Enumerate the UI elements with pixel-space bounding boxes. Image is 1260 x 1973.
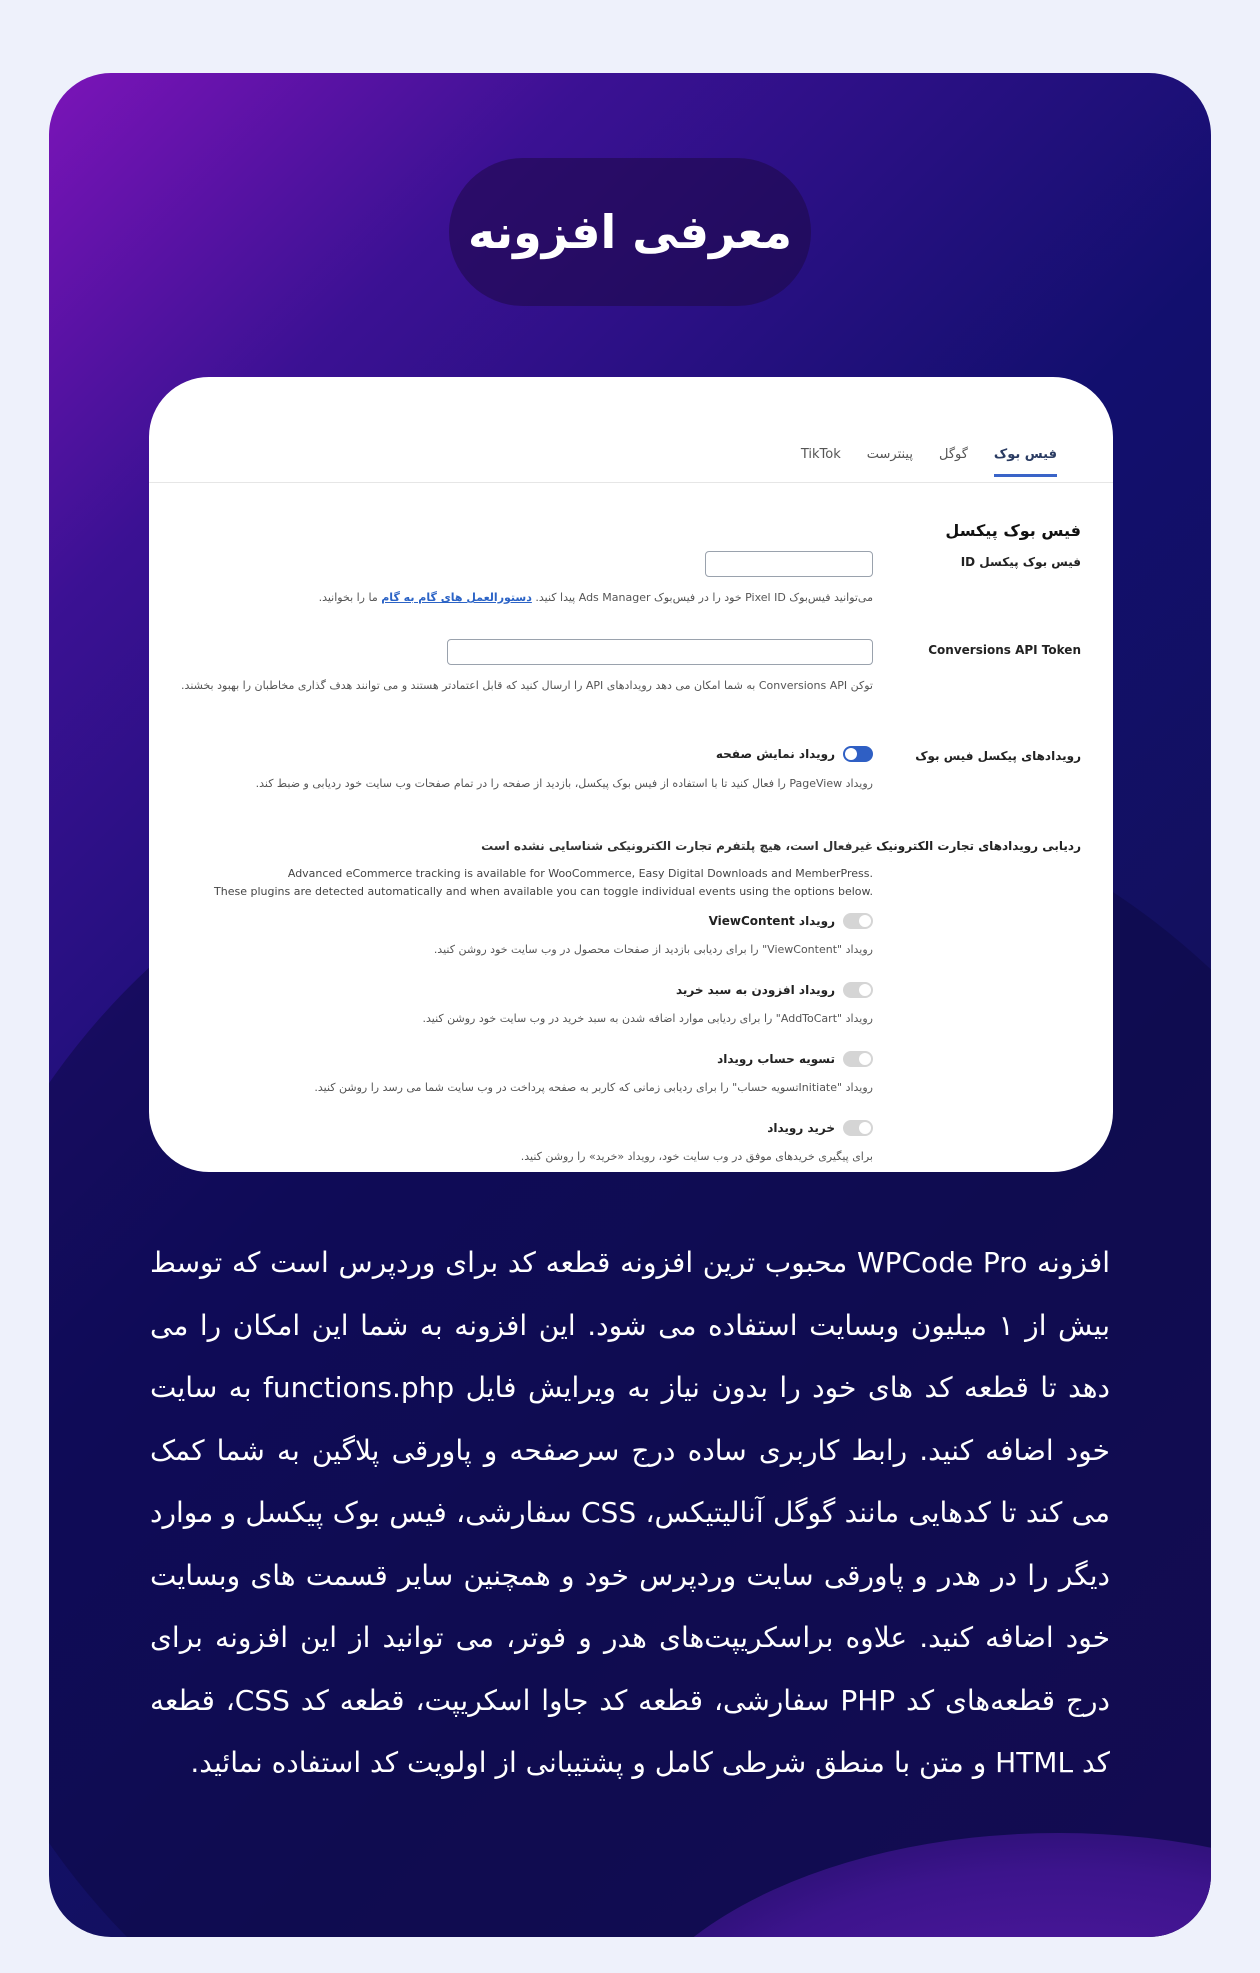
- pageview-help: رویداد PageView را فعال کنید تا با استفاده از فیس بوک پیکسل، بازدید از صفحه را در تمام صفحات وب سایت خود ردیابی و ضبط کند.: [255, 777, 873, 790]
- tab-bar: [801, 447, 1057, 477]
- ecommerce-note-1: Advanced eCommerce tracking is available for WooCommerce, Easy Digital Downloads and MemberPress.: [287, 867, 873, 880]
- title-pill: [449, 158, 811, 306]
- pixel-events-label: رویدادهای پیکسل فیس بوک: [915, 749, 1081, 763]
- event-help: رویداد "Initiateتسویه حساب" را برای ردیابی زمانی که کاربر به صفحه پرداخت در وب سایت شما می رسد را روشن کنید.: [314, 1081, 873, 1094]
- event-row: [709, 913, 873, 929]
- event-row: [717, 1051, 873, 1067]
- instructions-link[interactable]: دستورالعمل های گام به گام: [381, 591, 532, 604]
- capi-token-label: Conversions API Token: [928, 643, 1081, 657]
- addtocart-toggle[interactable]: [843, 982, 873, 998]
- pixel-id-help: [319, 589, 873, 607]
- checkout-toggle[interactable]: [843, 1051, 873, 1067]
- ecommerce-note-2: These plugins are detected automatically and when available you can toggle individual events using the options below.: [214, 885, 873, 898]
- tab-pinterest[interactable]: پینترست: [866, 447, 913, 462]
- event-row: [767, 1120, 873, 1136]
- capi-token-input[interactable]: [447, 639, 873, 665]
- pageview-toggle[interactable]: [843, 746, 873, 762]
- event-label: رویداد ViewContent: [708, 914, 835, 928]
- section-title: فیس بوک پیکسل: [945, 521, 1081, 540]
- event-label: رویداد افزودن به سبد خرید: [675, 983, 835, 997]
- event-help: رویداد "ViewContent" را برای ردیابی بازدید از صفحات محصول در وب سایت خود روشن کنید.: [433, 943, 873, 956]
- pixel-id-label: فیس بوک پیکسل ID: [960, 555, 1081, 569]
- pageview-toggle-label: رویداد نمایش صفحه: [715, 747, 835, 761]
- tab-google[interactable]: گوگل: [938, 447, 968, 462]
- pixel-help-text: می‌توانید فیس‌بوک Pixel ID خود را در فیس‌بوک Ads Manager پیدا کنید.: [535, 591, 873, 604]
- pageview-event-row: [716, 746, 873, 762]
- event-help: رویداد "AddToCart" را برای ردیابی موارد اضافه شدن به سبد خرید در وب سایت خود روشن کنید.: [422, 1012, 873, 1025]
- plugin-description: افزونه WPCode Pro محبوب ترین افزونه قطعه کد برای وردپرس است که توسط بیش از ۱ میلیون وبسایت استفاده می شود. این افزونه به شما این امکان را می دهد تا قطعه کد های خود را بدون نیاز به ویرایش فایل functions.php به سایت خود اضافه کنید. رابط کاربری ساده درج سرصفحه و پاورقی پلاگین به شما کمک می کند تا کدهایی مانند گوگل آنالیتیکس، CSS سفارشی، فیس بوک پیکسل و موارد دیگر را در هدر و پاورقی سایت وردپرس خود و همچنین سایر قسمت های وبسایت خود اضافه کنید. علاوه براسکریپت‌های هدر و فوتر، می توانید از این افزونه برای درج قطعه‌های کد PHP سفارشی، قطعه کد جاوا اسکریپت، قطعه کد CSS، قطعه کد HTML و متن با منطق شرطی کامل و پشتیبانی از اولویت کد استفاده نمائید.: [150, 1246, 1111, 1779]
- purchase-toggle[interactable]: [843, 1120, 873, 1136]
- pixel-id-input[interactable]: [705, 551, 873, 577]
- tab-divider: [149, 482, 1113, 483]
- event-help: برای پیگیری خریدهای موفق در وب سایت خود، رویداد «خرید» را روشن کنید.: [520, 1150, 873, 1163]
- capi-token-help: توکن Conversions API به شما امکان می دهد رویدادهای API را ارسال کنید که قابل اعتمادتر هستند و می توانند هدف گذاری مخاطبان را بهبود بخشند.: [181, 679, 873, 692]
- ecommerce-warning: غیرفعال است، هیچ پلتفرم تجارت الکترونیکی شناسایی نشده است: [481, 839, 873, 853]
- tab-tiktok[interactable]: TikTok: [800, 447, 841, 462]
- tab-facebook[interactable]: فیس بوک: [994, 447, 1057, 477]
- event-label: خرید رویداد: [767, 1121, 835, 1135]
- event-label: تسویه حساب رویداد: [717, 1052, 835, 1066]
- event-row: [676, 982, 873, 998]
- page-title: معرفی افزونه: [468, 205, 792, 259]
- viewcontent-toggle[interactable]: [843, 913, 873, 929]
- pixel-help-text-end: ما را بخوانید.: [318, 591, 378, 604]
- plugin-settings-screenshot: [149, 377, 1113, 1172]
- ecommerce-tracking-label: ردیابی رویدادهای تجارت الکترونیک: [876, 839, 1081, 853]
